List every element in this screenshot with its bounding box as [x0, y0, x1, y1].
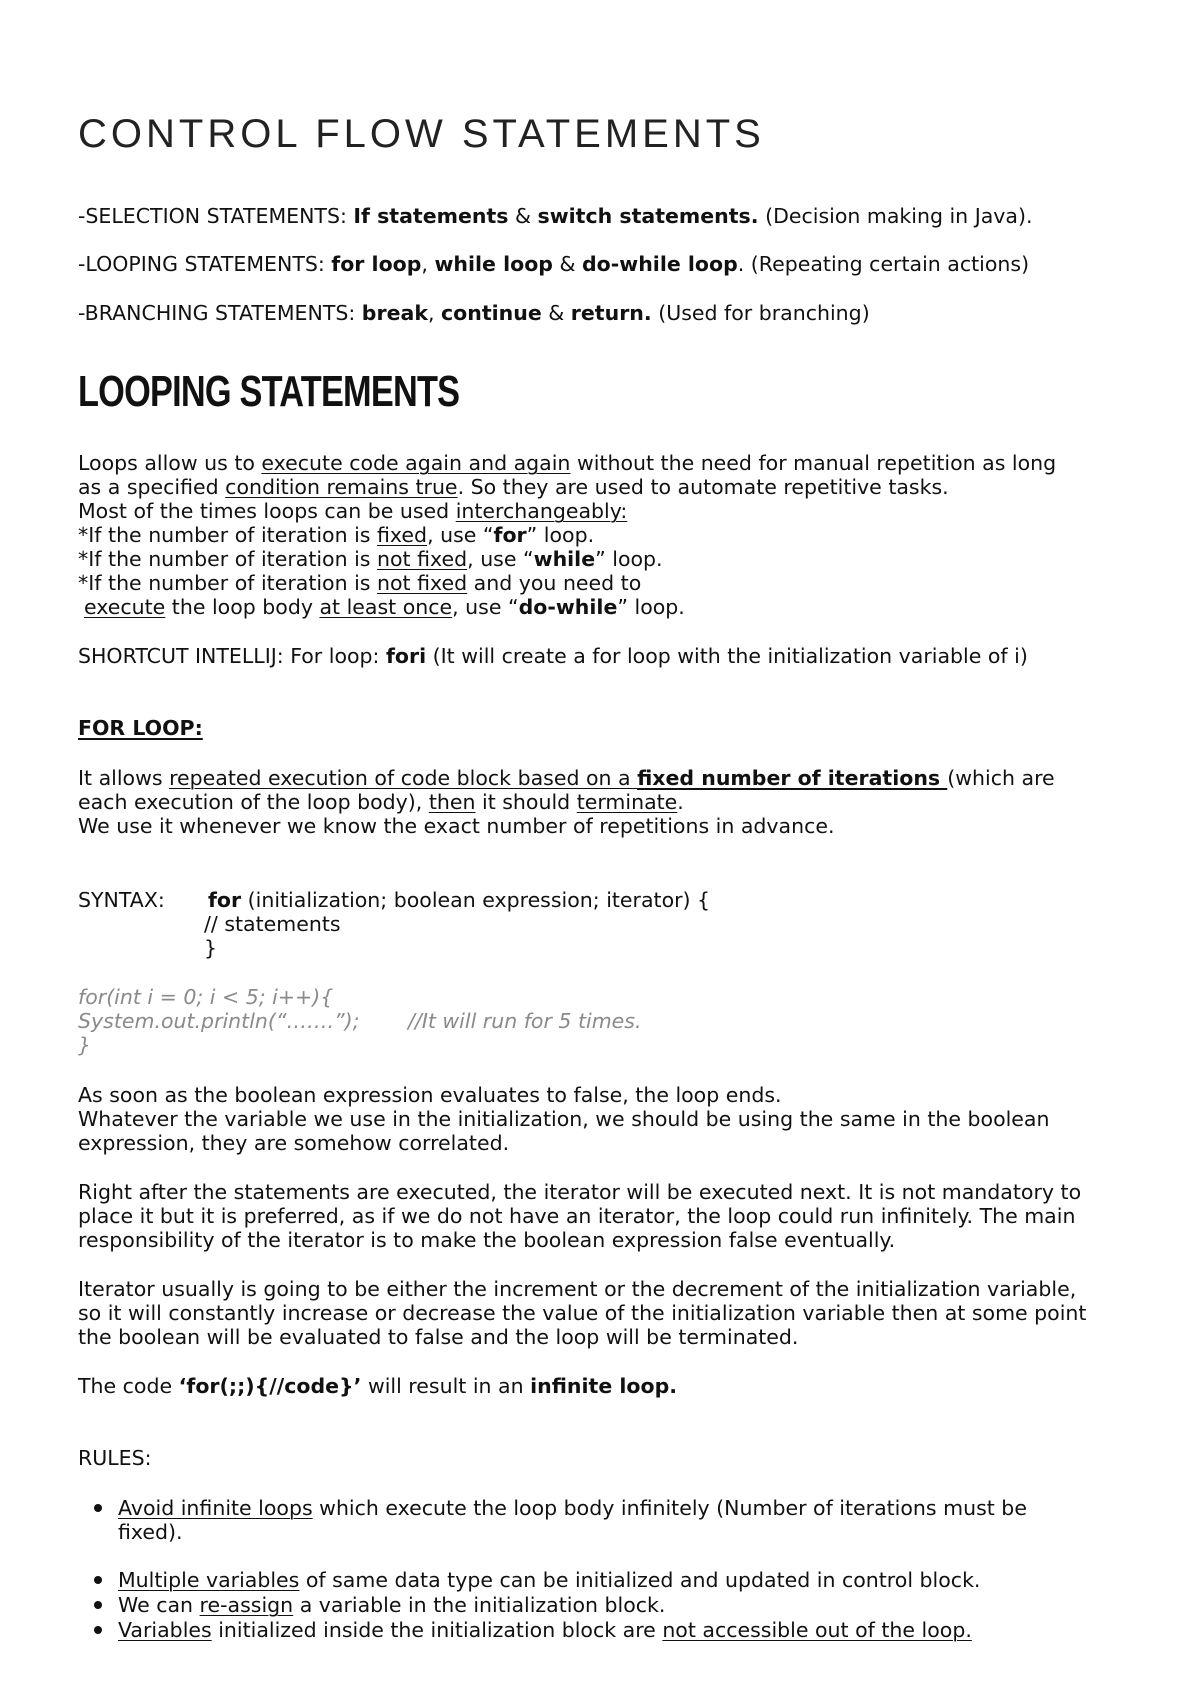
shortcut-line: SHORTCUT INTELLIJ: For loop: fori (It will create a for loop with the initialization variable of i) [78, 644, 1028, 668]
syntax-label: SYNTAX: [78, 888, 165, 912]
paragraph-line: As soon as the boolean expression evaluates to false, the loop ends. [78, 1083, 782, 1107]
intro-line: Most of the times loops can be used interchangeably: [78, 499, 628, 523]
paragraph-line: the boolean will be evaluated to false and the loop will be terminated. [78, 1325, 799, 1349]
list-item: Variables initialized inside the initialization block are not accessible out of the loop. [118, 1618, 972, 1642]
list-item: Avoid infinite loops which execute the loop body infinitely (Number of iterations must be [118, 1496, 1027, 1520]
paragraph-line: place it but it is preferred, as if we do not have an iterator, the loop could run infinitely. The main [78, 1204, 1076, 1228]
for-desc-line: We use it whenever we know the exact number of repetitions in advance. [78, 814, 835, 838]
code-line: for(int i = 0; i < 5; i++){ [78, 985, 334, 1009]
bullet-icon [94, 1601, 102, 1609]
paragraph-line: expression, they are somehow correlated. [78, 1131, 510, 1155]
paragraph-line: Iterator usually is going to be either the increment or the decrement of the initialization variable, [78, 1277, 1077, 1301]
bullet-icon [94, 1576, 102, 1584]
code-line: } [78, 1033, 92, 1057]
looping-statements-heading: LOOPING STATEMENTS [78, 367, 460, 416]
intro-line: *If the number of iteration is not fixed, use “while” loop. [78, 547, 663, 571]
for-loop-heading: FOR LOOP: [78, 716, 203, 740]
paragraph-line: responsibility of the iterator is to make the boolean expression false eventually. [78, 1228, 896, 1252]
bullet-icon [94, 1626, 102, 1634]
code-line: System.out.println(“…….”); [78, 1009, 360, 1033]
looping-statements-line: -LOOPING STATEMENTS: for loop, while loop & do-while loop. (Repeating certain actions) [78, 252, 1030, 276]
intro-line: as a specified condition remains true. So they are used to automate repetitive tasks. [78, 475, 949, 499]
for-desc-line: It allows repeated execution of code block based on a fixed number of iterations (which are [78, 766, 1055, 790]
infinite-loop-line: The code ‘for(;;){//code}’ will result in an infinite loop. [78, 1374, 678, 1398]
selection-statements-line: -SELECTION STATEMENTS: If statements & switch statements. (Decision making in Java). [78, 204, 1033, 228]
intro-line: *If the number of iteration is not fixed and you need to [78, 571, 642, 595]
for-desc-line: each execution of the loop body), then it should terminate. [78, 790, 684, 814]
paragraph-line: Right after the statements are executed, the iterator will be executed next. It is not mandatory to [78, 1180, 1082, 1204]
list-item: Multiple variables of same data type can be initialized and updated in control block. [118, 1568, 981, 1592]
code-comment: //It will run for 5 times. [408, 1009, 642, 1033]
rules-label: RULES: [78, 1446, 152, 1470]
intro-line: execute the loop body at least once, use “do-while” loop. [84, 595, 685, 619]
intro-line: *If the number of iteration is fixed, use “for” loop. [78, 523, 595, 547]
paragraph-line: Whatever the variable we use in the initialization, we should be using the same in the boolean [78, 1107, 1050, 1131]
syntax-comment: // statements [204, 912, 341, 936]
syntax-line: for (initialization; boolean expression; iterator) { [208, 888, 711, 912]
branching-statements-line: -BRANCHING STATEMENTS: break, continue & return. (Used for branching) [78, 301, 870, 325]
page-title: CONTROL FLOW STATEMENTS [78, 112, 765, 156]
paragraph-line: so it will constantly increase or decrease the value of the initialization variable then at some point [78, 1301, 1087, 1325]
syntax-close-brace: } [204, 936, 218, 960]
list-item: We can re-assign a variable in the initialization block. [118, 1593, 666, 1617]
list-item-continuation: fixed). [118, 1520, 183, 1544]
bullet-icon [94, 1504, 102, 1512]
intro-line: Loops allow us to execute code again and again without the need for manual repetition as long [78, 451, 1057, 475]
